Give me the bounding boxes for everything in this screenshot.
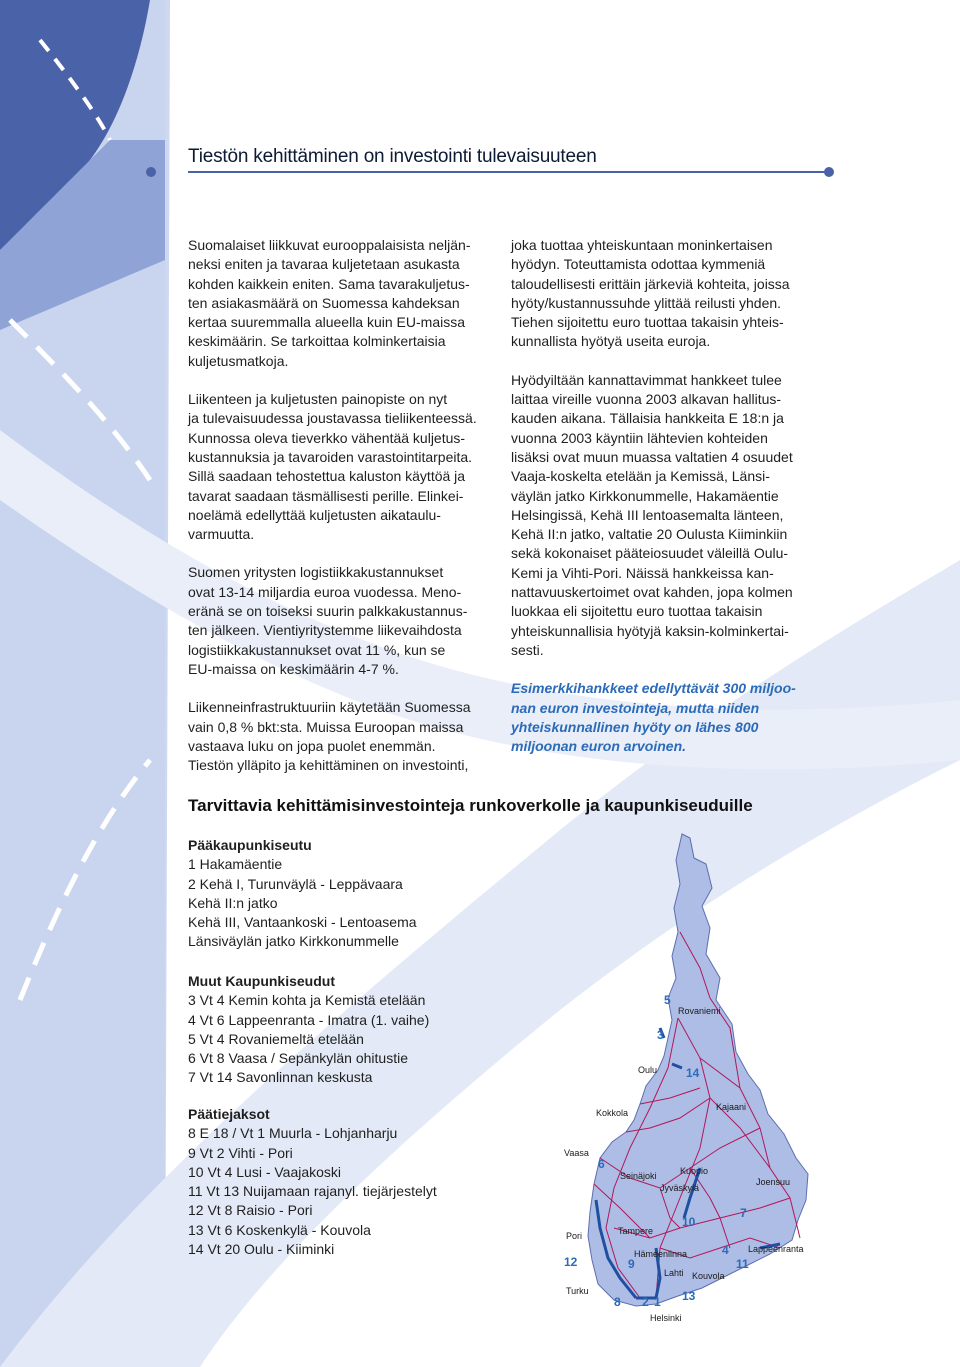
list-item: 13 Vt 6 Koskenkylä - Kouvola bbox=[188, 1221, 371, 1238]
city-label: Rovaniemi bbox=[678, 1006, 721, 1016]
list-item: 12 Vt 8 Raisio - Pori bbox=[188, 1202, 313, 1219]
project-group-capital bbox=[188, 836, 518, 952]
paragraph: Liikenteen ja kuljetusten painopiste on nyt ja tulevaisuudessa joustavassa tieliikenteessä. Kunnossa oleva tieverkko vähentää kuljetus- kustannuksia ja tavaroiden varastointitarpeita. Sillä saadaan tehostettua kaluston käyttöä ja tavarat saadaan täsmällisesti perille. Elinkei- noelämä edellyttää kuljetusten aikataulu- varmuutta. bbox=[188, 391, 477, 543]
city-label: Helsinki bbox=[650, 1313, 682, 1323]
project-number: 5 bbox=[664, 993, 671, 1007]
city-label: Joensuu bbox=[756, 1177, 791, 1187]
list-item: 4 Vt 6 Lappeenranta - Imatra (1. vaihe) bbox=[188, 1011, 430, 1028]
finland-road-map bbox=[560, 828, 820, 1348]
list-item: 2 Kehä I, Turunväylä - Leppävaara bbox=[188, 875, 403, 892]
left-column bbox=[188, 236, 488, 794]
title-rule bbox=[188, 171, 828, 173]
list-item: 10 Vt 4 Lusi - Vaajakoski bbox=[188, 1163, 342, 1180]
project-number: 1 bbox=[654, 1295, 661, 1309]
city-label: Kuopio bbox=[680, 1166, 709, 1176]
list-item: 1 Hakamäentie bbox=[188, 856, 283, 873]
paragraph: Suomalaiset liikkuvat eurooppalaisista neljän- neksi eniten ja tavaraa kuljetetaan asukasta kohden kaikkein eniten. Sama tavarakuljetus- ten asiakasmäärä on Suomessa kahdeksan kertaa suuremmalla alueella kuin EU-maissa keskimäärin. Se tarkoittaa kolminkertaisia kuljetusmatkoja. bbox=[188, 237, 471, 369]
project-number: 3 bbox=[657, 1028, 664, 1042]
project-number: 7 bbox=[740, 1206, 747, 1220]
project-number: 4 bbox=[722, 1243, 729, 1257]
city-label: Kouvola bbox=[692, 1271, 725, 1281]
title-rule-end-dot bbox=[824, 167, 834, 177]
paragraph: Liikenneinfrastruktuuriin käytetään Suomessa vain 0,8 % bkt:sta. Muissa Euroopan maissa vastaava luku on jopa puolet enemmän. Tiestön ylläpito ja kehittäminen on investointi, bbox=[188, 699, 471, 774]
list-item: 3 Vt 4 Kemin kohta ja Kemistä etelään bbox=[188, 992, 426, 1009]
city-label: Lappeenranta bbox=[748, 1244, 804, 1254]
project-number: 14 bbox=[686, 1066, 700, 1080]
group-heading: Pääkaupunkiseutu bbox=[188, 837, 312, 853]
list-item: Kehä III, Vantaankoski - Lentoasema bbox=[188, 914, 417, 931]
city-label: Hämeenlinna bbox=[634, 1249, 688, 1259]
list-item: 5 Vt 4 Rovaniemeltä etelään bbox=[188, 1030, 364, 1047]
city-label: Seinäjoki bbox=[620, 1171, 657, 1181]
city-label: Lahti bbox=[664, 1268, 684, 1278]
paragraph: Suomen yritysten logistiikkakustannukset ovat 13-14 miljardia euroa vuodessa. Meno- erän​ä se on toiseksi suurin palkkakustannus- ten jälkeen. Vientiyritystemme liikevaihdosta logistiikkakustannukset ovat 11 %, kun se EU-maissa on keskimäärin 4-7 %. bbox=[188, 564, 468, 677]
city-label: Oulu bbox=[638, 1065, 658, 1075]
city-label: Tampere bbox=[618, 1226, 654, 1236]
right-column bbox=[511, 236, 816, 775]
page-title: Tiestön kehittäminen on investointi tulevaisuuteen bbox=[188, 146, 597, 167]
project-number: 13 bbox=[682, 1289, 696, 1303]
list-item: Länsiväylän jatko Kirkkonummelle bbox=[188, 933, 399, 950]
project-group-main-roads bbox=[188, 1105, 518, 1259]
paragraph: Hyödyiltään kannattavimmat hankkeet tulee laittaa vireille vuonna 2003 alkavan hallitus- kauden aikana. Tällaisia hankkeita E 18:n ja vuonna 2003 käyntiin lähtevien kohteiden lisäksi ovat muun muassa valtatien 4 osuudet Vaaja-koskelta etelään ja Kemissä, Länsi- väylän jatko Kirkkonummelle, Hakamäentie Helsingissä, Kehä III lentoasemalta länteen, Kehä II:n jatko, valtatie 20 Oulusta Kiiminkiin sekä kokonaiset pääteiosuudet väleillä Oulu- Kemi ja Vihti-Pori. Näissä hankkeissa kan- nattavuuskertoimet ovat kahden, jopa kolmen luokkaa eli sijoitettu euro tuottaa takaisin yhteiskunnallisia hyötyjä kaksin-kolminkertai- sesti. bbox=[511, 371, 793, 658]
group-heading: Muut Kaupunkiseudut bbox=[188, 973, 335, 989]
project-group-cities bbox=[188, 972, 518, 1088]
list-item: 14 Vt 20 Oulu - Kiiminki bbox=[188, 1241, 335, 1258]
list-item: 8 E 18 / Vt 1 Muurla - Lohjanharju bbox=[188, 1125, 398, 1142]
title-bullet bbox=[146, 167, 156, 177]
project-number: 11 bbox=[736, 1257, 749, 1271]
list-item: 6 Vt 8 Vaasa / Sepänkylän ohitustie bbox=[188, 1050, 408, 1067]
highlight-paragraph: Esimerkkihankkeet edellyttävät 300 miljoo- nan euron investointeja, mutta niiden yhteiskunnallinen hyöty on lähes 800 miljoonan euron arvoinen. bbox=[511, 680, 796, 755]
list-item: 7 Vt 14 Savonlinnan keskusta bbox=[188, 1069, 373, 1086]
city-label: Vaasa bbox=[564, 1148, 589, 1158]
list-item: Kehä II:n jatko bbox=[188, 894, 278, 911]
project-number: 9 bbox=[628, 1257, 635, 1271]
group-heading: Päätiejaksot bbox=[188, 1106, 270, 1122]
city-label: Kajaani bbox=[716, 1102, 747, 1112]
project-number: 12 bbox=[564, 1255, 578, 1269]
paragraph: joka tuottaa yhteiskuntaan moninkertaisen hyödyn. Toteuttamista odottaa kymmeniä taloudellisesti erittäin järkeviä kohteita, joissa hyöty/kustannussuhde ylittää reilusti yhden. Tiehen sijoitettu euro tuottaa takaisin yhteis- kunnallista hyötyä useita euroja. bbox=[511, 237, 790, 350]
city-label: Kokkola bbox=[596, 1108, 629, 1118]
project-number: 10 bbox=[682, 1215, 696, 1229]
city-label: Turku bbox=[566, 1286, 589, 1296]
city-label: Pori bbox=[566, 1231, 583, 1241]
title-row bbox=[188, 138, 838, 178]
section-title: Tarvittavia kehittämisinvestointeja runkoverkolle ja kaupunkiseuduille bbox=[188, 796, 753, 815]
city-label: Jyväskylä bbox=[660, 1183, 700, 1193]
project-number: 6 bbox=[598, 1157, 605, 1171]
list-item: 9 Vt 2 Vihti - Pori bbox=[188, 1144, 293, 1161]
project-number: 8 bbox=[614, 1295, 621, 1309]
project-number: 2 bbox=[642, 1295, 649, 1309]
list-item: 11 Vt 13 Nuijamaan rajanyl. tiejärjestelyt bbox=[188, 1183, 437, 1200]
